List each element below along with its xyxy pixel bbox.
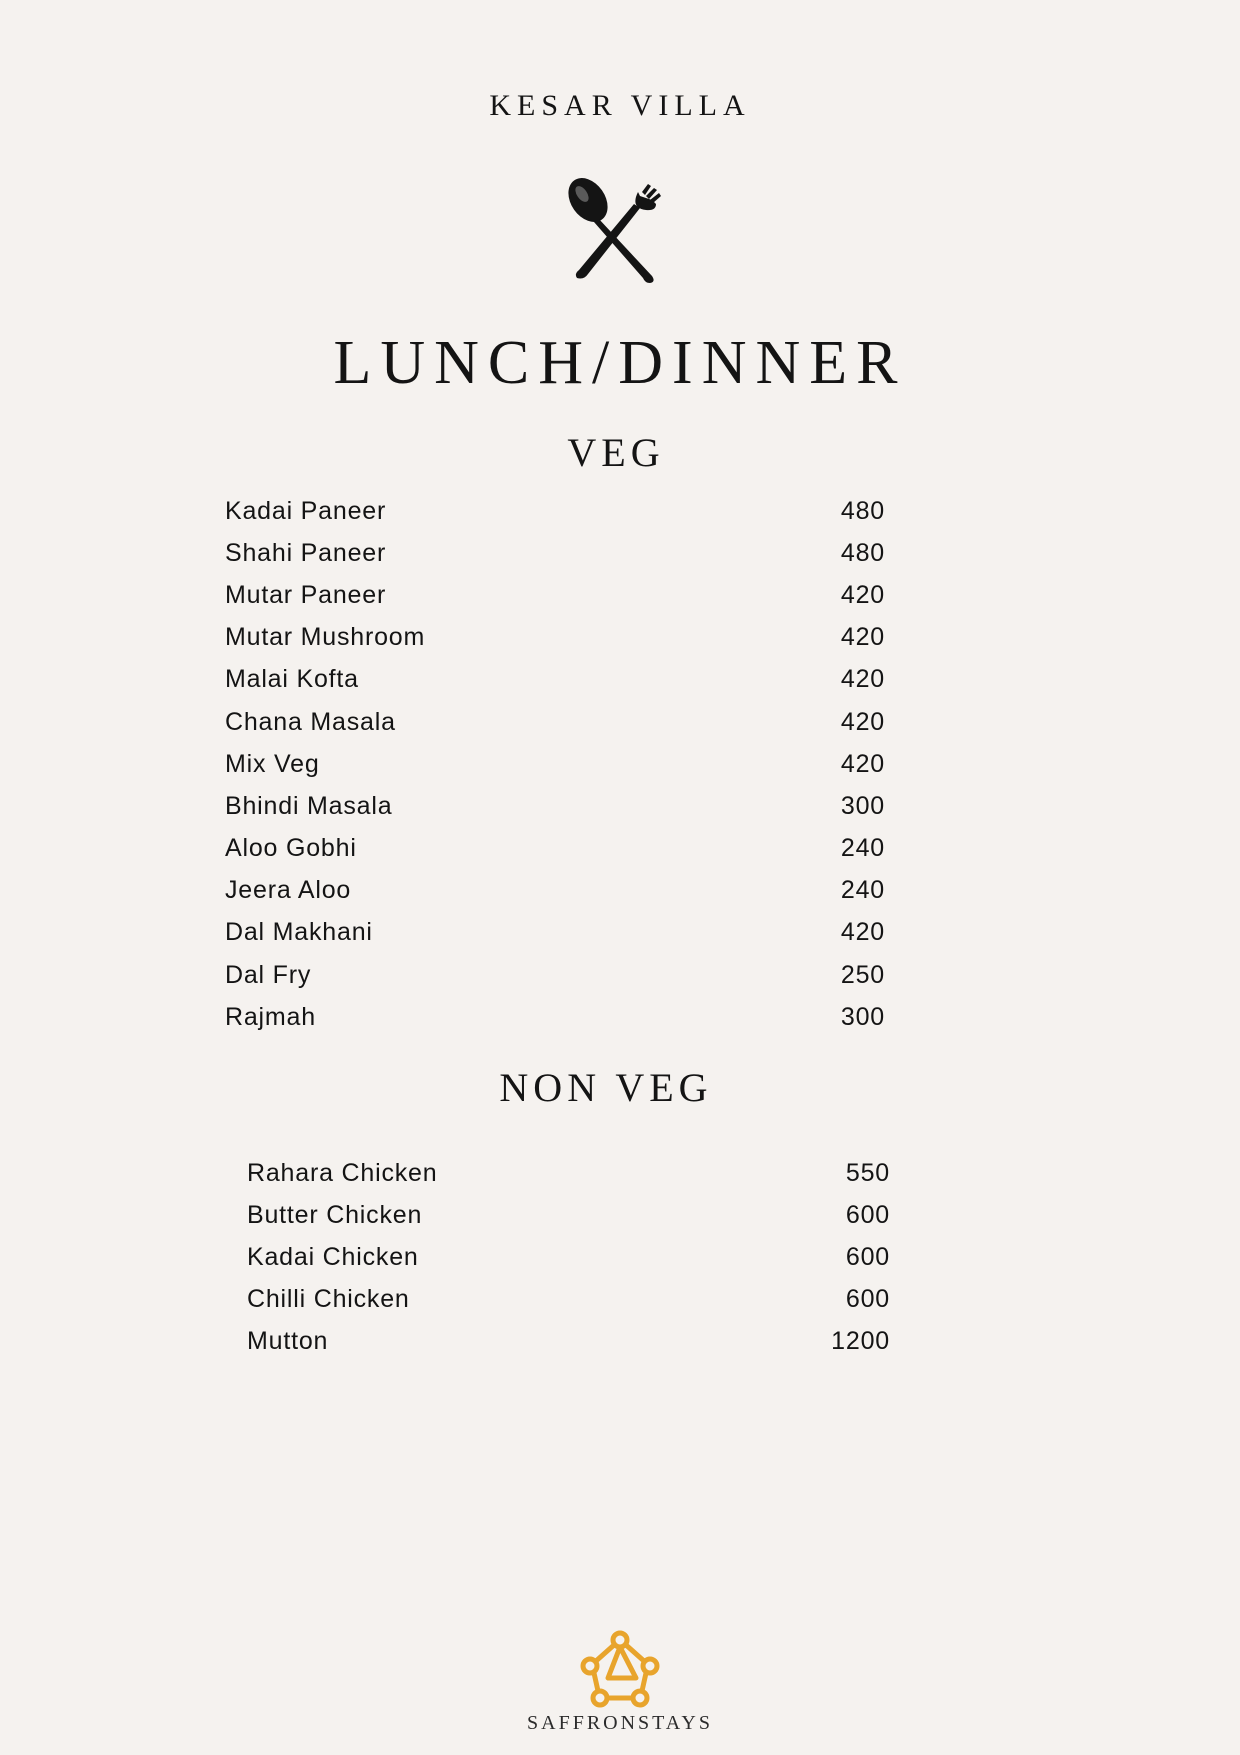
menu-item [225,532,885,574]
menu-item-name: Mix Veg [225,749,320,778]
menu-item-name: Chana Masala [225,707,396,736]
saffronstays-logo-text: SAFFRONSTAYS [527,1712,713,1734]
menu-item [225,617,885,659]
menu-item [247,1278,890,1320]
menu-item-price: 420 [840,623,885,652]
veg-menu-list [225,490,885,1038]
menu-item [225,490,885,532]
menu-item [225,785,885,827]
menu-item-name: Jeera Aloo [225,876,352,905]
nonveg-section-title: NON VEG [499,1065,713,1110]
menu-item-price: 420 [840,749,885,778]
menu-item [225,659,885,701]
menu-item-name: Kadai Chicken [247,1242,419,1271]
menu-item-price: 240 [840,834,885,863]
menu-item-name: Kadai Paneer [225,496,387,525]
menu-item-price: 550 [845,1158,890,1187]
menu-item [225,743,885,785]
menu-item-name: Rajmah [225,1002,316,1031]
menu-item-price: 600 [845,1200,890,1229]
menu-item-name: Malai Kofta [225,665,359,694]
veg-section-title: VEG [567,430,665,475]
menu-item [247,1152,890,1194]
menu-item-name: Mutar Paneer [225,580,387,609]
saffronstays-logo-icon [578,1630,662,1710]
menu-item-name: Chilli Chicken [247,1284,410,1313]
menu-item-price: 250 [840,960,885,989]
menu-item-price: 480 [840,496,885,525]
menu-item-name: Bhindi Masala [225,791,393,820]
menu-item-price: 480 [840,538,885,567]
menu-item-price: 420 [840,918,885,947]
menu-item-price: 420 [840,665,885,694]
menu-item-price: 240 [840,876,885,905]
menu-item [225,954,885,996]
menu-item [225,996,885,1038]
restaurant-name: KESAR VILLA [489,89,751,122]
menu-item-name: Mutton [247,1326,329,1355]
menu-item [225,828,885,870]
menu-item [247,1236,890,1278]
menu-item-name: Aloo Gobhi [225,834,357,863]
menu-item-price: 420 [840,580,885,609]
menu-item-name: Butter Chicken [247,1200,423,1229]
spoon-fork-icon [560,170,680,290]
menu-item-price: 300 [840,1002,885,1031]
menu-item-price: 300 [840,791,885,820]
menu-item [225,701,885,743]
menu-item-price: 420 [840,707,885,736]
menu-item-price: 1200 [831,1326,890,1355]
menu-item [225,870,885,912]
menu-item-name: Shahi Paneer [225,538,387,567]
menu-item [247,1320,890,1362]
menu-item-name: Dal Makhani [225,918,373,947]
menu-item-name: Mutar Mushroom [225,623,426,652]
menu-title: LUNCH/DINNER [333,329,907,397]
menu-item-price: 600 [845,1242,890,1271]
menu-item-name: Rahara Chicken [247,1158,438,1187]
menu-item [225,912,885,954]
menu-item [225,574,885,616]
menu-item [247,1194,890,1236]
nonveg-menu-list [247,1152,890,1362]
menu-item-price: 600 [845,1284,890,1313]
menu-item-name: Dal Fry [225,960,312,989]
